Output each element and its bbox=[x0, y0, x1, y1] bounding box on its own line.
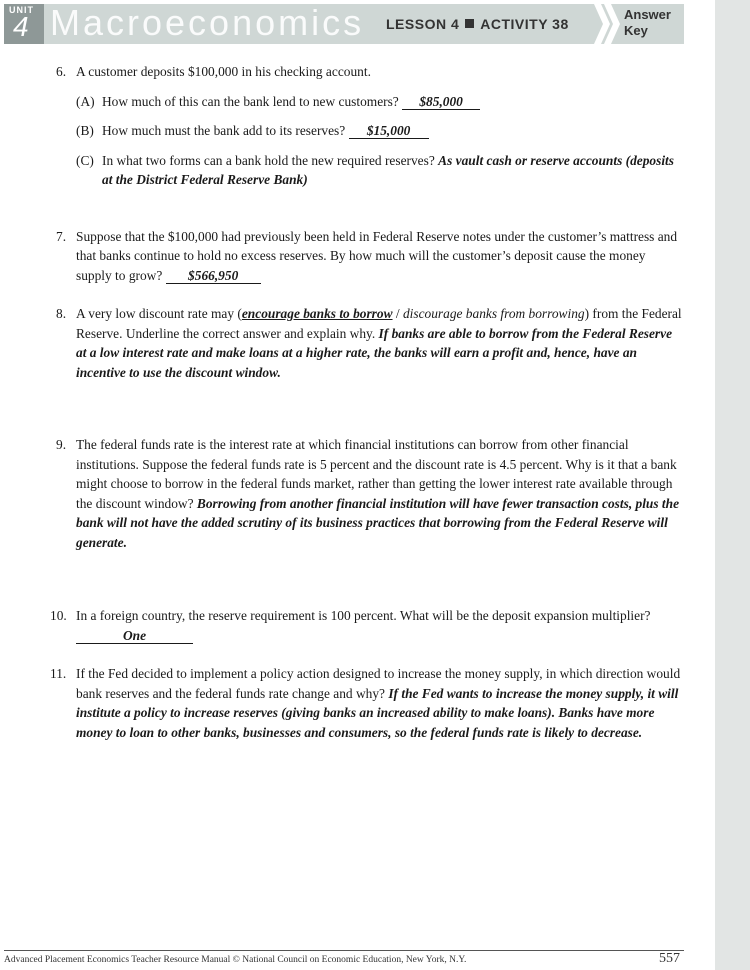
other-choice: discourage banks from borrowing bbox=[402, 306, 585, 321]
lesson-label: LESSON 4 bbox=[386, 16, 460, 32]
question-number: 9. bbox=[56, 437, 67, 452]
question-6 bbox=[56, 62, 684, 82]
answer-key-line2: Key bbox=[624, 23, 648, 38]
question-number: 11. bbox=[50, 666, 67, 681]
answer-text: As vault cash or reserve accounts (deposits at the District Federal Reserve Bank) bbox=[102, 152, 674, 187]
sub-text: How much must the bank add to its reserves? bbox=[102, 123, 346, 138]
answer-key-line1: Answer bbox=[624, 7, 671, 22]
answer-blank: $15,000 bbox=[349, 124, 429, 139]
question-10 bbox=[50, 606, 684, 645]
unit-label: UNIT bbox=[9, 5, 34, 15]
question-number: 7. bbox=[56, 228, 67, 244]
underlined-choice: encourage banks to borrow bbox=[241, 306, 393, 321]
footer-credit: Advanced Placement Economics Teacher Resource Manual © National Council on Economic Education, New York, N.Y. bbox=[4, 955, 467, 965]
answer-blank: $85,000 bbox=[402, 95, 480, 110]
question-7 bbox=[56, 227, 684, 286]
question-text-after: ) from the Federal Reserve. Underline the correct answer and explain why. bbox=[76, 306, 682, 341]
course-title: Macroeconomics bbox=[50, 2, 365, 43]
question-text: In a foreign country, the reserve requirement is 100 percent. What will be the deposit expansion multiplier? bbox=[76, 608, 651, 623]
question-number: 8. bbox=[56, 306, 67, 321]
chevron-arrows-icon bbox=[594, 4, 620, 44]
unit-badge bbox=[4, 4, 44, 44]
question-6c bbox=[56, 151, 684, 190]
question-8 bbox=[56, 304, 684, 382]
answer-text: Borrowing from another financial institution will have fewer transaction costs, plus the bank will not have the added scrutiny of its business practices that borrowing from the Federal Reserve will generate. bbox=[76, 495, 680, 550]
right-margin-bar bbox=[715, 0, 750, 970]
sub-label: (C) bbox=[76, 152, 94, 168]
footer-divider bbox=[4, 950, 684, 951]
answer-text: If banks are able to borrow from the Federal Reserve at a low interest rate and make loans at a higher rate, the banks will earn a profit and, hence, have an incentive to use the discount window. bbox=[76, 325, 673, 380]
question-number: 6. bbox=[56, 64, 67, 79]
choice-separator: / bbox=[392, 306, 403, 321]
sub-text: How much of this can the bank lend to new customers? bbox=[102, 93, 399, 109]
question-number: 10. bbox=[50, 608, 67, 623]
answer-blank: $566,950 bbox=[166, 269, 261, 284]
question-text: If the Fed decided to implement a policy action designed to increase the money supply, in which direction would bank reserves and the federal funds rate change and why? bbox=[76, 666, 681, 701]
unit-number: 4 bbox=[13, 11, 29, 42]
question-11 bbox=[50, 664, 684, 742]
lesson-activity bbox=[386, 16, 569, 32]
answer-text: If the Fed wants to increase the money supply, it will institute a policy to increase reserves (giving banks an increased ability to make loans). Banks have more money to loan to other banks, businesses and consumers, so the federal funds rate is likely to decrease. bbox=[76, 685, 679, 740]
question-text: The federal funds rate is the interest rate at which financial institutions can borrow from other financial institutions. Suppose the federal funds rate is 5 percent and the discount rate is 4.5 percent. Why is it that a bank might choose to borrow in the federal funds market, rather than getting the lower interest rate available through the discount window? bbox=[76, 437, 677, 511]
question-list bbox=[50, 62, 684, 742]
sub-label: (A) bbox=[76, 93, 95, 109]
question-text: A customer deposits $100,000 in his checking account. bbox=[76, 64, 371, 79]
answer-key-label bbox=[624, 7, 671, 39]
activity-label: ACTIVITY 38 bbox=[480, 16, 569, 32]
sub-label: (B) bbox=[76, 123, 94, 138]
question-6a bbox=[56, 92, 684, 112]
question-9 bbox=[56, 435, 684, 552]
sub-text: In what two forms can a bank hold the new required reserves? bbox=[102, 152, 435, 168]
answer-blank: One bbox=[76, 629, 193, 644]
page-number: 557 bbox=[659, 951, 680, 966]
question-text: Suppose that the $100,000 had previously been held in Federal Reserve notes under the customer’s mattress and that banks continue to hold no excess reserves. By how much will the customer’s deposit cause the money supply to grow? bbox=[76, 228, 678, 283]
question-6b bbox=[56, 121, 684, 141]
question-text-before: A very low discount rate may ( bbox=[76, 306, 242, 321]
square-separator-icon bbox=[465, 19, 474, 28]
